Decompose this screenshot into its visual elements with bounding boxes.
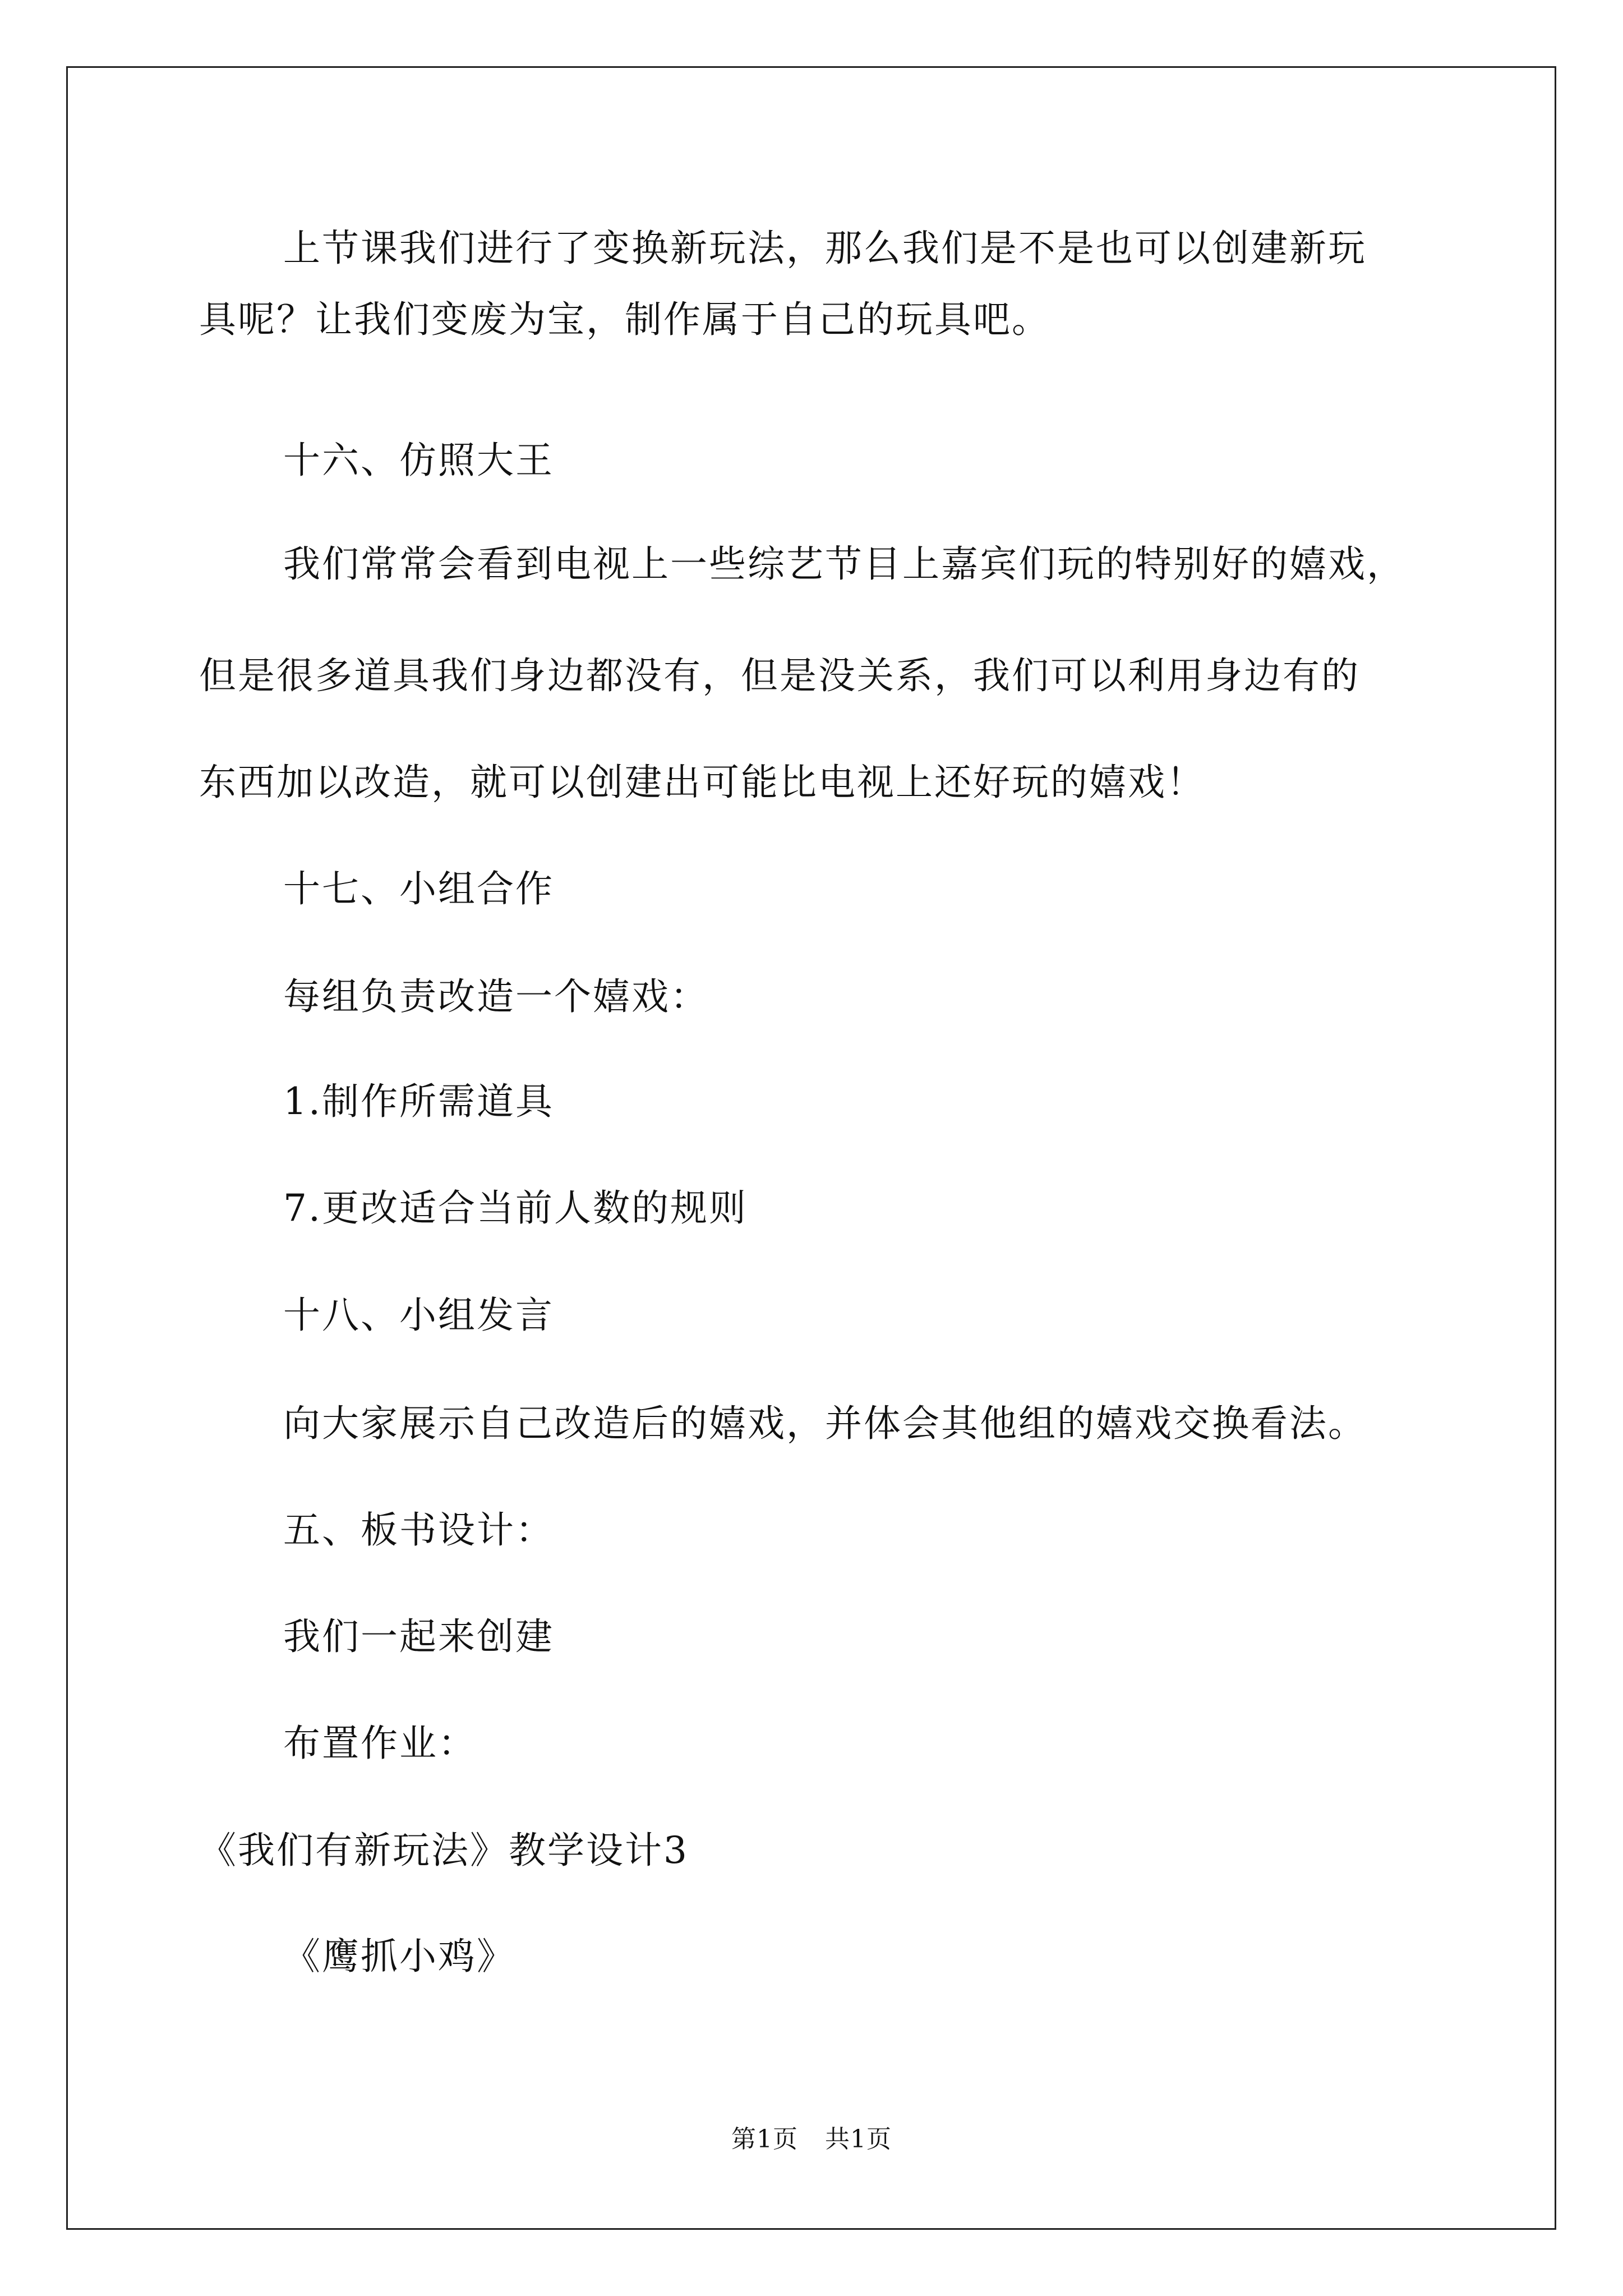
homework-heading: 布置作业： — [283, 1722, 477, 1765]
section-heading-16: 十六、仿照大王 — [283, 439, 554, 482]
page-number: 第1页 — [731, 2125, 798, 2154]
paragraph-line-2: 具呢？让我们变废为宝，制作属于自己的玩具吧。 — [199, 298, 1050, 341]
section-heading-17: 十七、小组合作 — [283, 867, 554, 910]
section-heading-5: 五、板书设计： — [283, 1508, 554, 1552]
list-item-2: 7.更改适合当前人数的规则 — [283, 1186, 748, 1230]
paragraph-line-1: 上节课我们进行了变换新玩法，那么我们是不是也可以创建新玩 — [283, 227, 1367, 270]
lesson-title: 《鹰抓小鸡》 — [283, 1935, 515, 1978]
paragraph-line-4: 但是很多道具我们身边都没有，但是没关系，我们可以利用身边有的 — [199, 654, 1360, 697]
section-heading-18: 十八、小组发言 — [283, 1294, 554, 1337]
paragraph-line-3: 我们常常会看到电视上一些综艺节目上嘉宾们玩的特别好的嬉戏， — [283, 542, 1405, 586]
design-title-3: 《我们有新玩法》教学设计3 — [199, 1829, 689, 1872]
paragraph-line-5: 东西加以改造，就可以创建出可能比电视上还好玩的嬉戏！ — [199, 761, 1205, 804]
paragraph-line-7: 向大家展示自己改造后的嬉戏，并体会其他组的嬉戏交换看法。 — [283, 1402, 1367, 1445]
page-total: 共1页 — [825, 2125, 892, 2154]
page-footer — [0, 2123, 1623, 2156]
paragraph-line-6: 每组负责改造一个嬉戏： — [283, 975, 709, 1018]
board-design-text: 我们一起来创建 — [283, 1615, 554, 1658]
page-border — [66, 66, 1556, 2230]
list-item-1: 1.制作所需道具 — [283, 1080, 554, 1123]
